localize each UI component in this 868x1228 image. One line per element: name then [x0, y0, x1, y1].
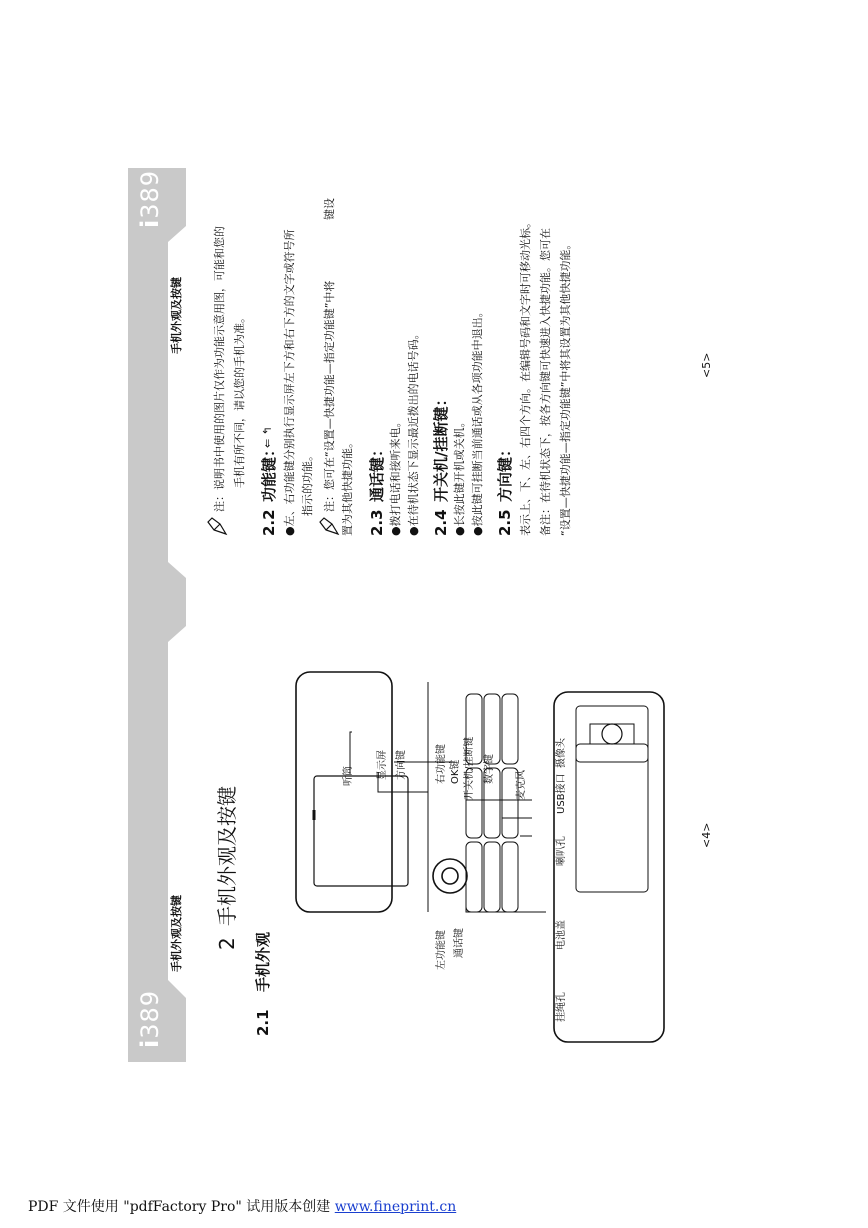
brand-prefix: i — [136, 218, 164, 228]
brand-prefix: i — [136, 1038, 164, 1048]
label-ok-key: OK键 — [450, 759, 461, 784]
s23-body-line-2: ●在待机状态下显示最近拨出的电话号码。 — [407, 328, 420, 536]
label-lanyard-hole: 挂绳孔 — [556, 992, 567, 1022]
battery-cover — [576, 744, 648, 892]
nav-key-outer — [433, 859, 467, 893]
label-battery-cover: 电池盖 — [556, 920, 567, 950]
s25-title: 方向键： — [496, 441, 514, 502]
label-microphone: 麦克风 — [516, 770, 527, 800]
label-right-soft-key: 右功能键 — [436, 744, 447, 784]
s23-number: 2.3 — [368, 509, 386, 536]
brand-model: 389 — [136, 169, 164, 219]
running-head-left: 手机外观及按键 — [168, 889, 184, 978]
s22-note-line-1-tail: 键设 — [323, 198, 336, 220]
note-pencil-icon — [206, 516, 228, 536]
brand-model: 389 — [136, 989, 164, 1039]
label-number-keys: 数字键 — [484, 754, 495, 784]
s22-body-line-1: ●左、右功能键分别执行显示屏左下方和右下方的文字或符号所 — [283, 229, 296, 536]
s24-title: 开关机/挂断键： — [432, 391, 450, 502]
camera-frame — [590, 724, 634, 744]
label-power-end-key: 开关机/挂断键 — [464, 736, 475, 800]
rotated-spread — [128, 168, 740, 1062]
label-usb-port: USB接口 — [556, 773, 567, 814]
s22-title: 功能键： — [260, 441, 278, 502]
chapter-number: 2 — [215, 937, 239, 950]
s23-title: 通话键： — [368, 441, 386, 502]
label-display: 显示屏 — [377, 750, 388, 780]
footer-text: PDF 文件使用 "pdfFactory Pro" 试用版本创建 — [28, 1199, 335, 1215]
page-folio-left: <4> — [700, 822, 713, 848]
page-folio-right: <5> — [700, 352, 713, 378]
running-head-right: 手机外观及按键 — [168, 271, 184, 360]
note-pencil-icon — [318, 516, 340, 536]
camera-lens — [602, 724, 622, 744]
s25-body-line-3: “设置—快捷功能—指定功能键”中将其设置为其他快捷功能。 — [559, 238, 572, 536]
s22-note-line-1: 注：您可在“设置—快捷功能—指定功能键”中将 — [323, 280, 336, 512]
s25-body-line-1: 表示上、下、左、右四个方向。在编辑号码和文字时可移动光标。 — [519, 217, 532, 536]
s24-body-line-1: ●长按此键开机或关机。 — [453, 416, 466, 536]
nav-key-ring — [442, 868, 458, 884]
label-earpiece: 听筒 — [343, 766, 354, 786]
label-camera: 摄像头 — [556, 738, 567, 768]
footer-link[interactable]: www.fineprint.cn — [334, 1199, 457, 1215]
section-title: 手机外观 — [254, 931, 272, 992]
s22-key-symbols: ⇐ ↰ — [261, 426, 274, 448]
s22-number: 2.2 — [260, 509, 278, 536]
number-key-grid — [466, 694, 518, 912]
s25-body-line-2: 备注：在待机状态下，按各方向键可快速进入快捷功能。您可在 — [539, 228, 552, 536]
label-left-soft-key: 左功能键 — [436, 930, 447, 970]
s24-number: 2.4 — [432, 509, 450, 536]
section-number: 2.1 — [254, 1009, 272, 1036]
note-1-line-2: 手机有所不同，请以您的手机为准。 — [233, 312, 246, 488]
note-1-line-1: 注：说明书中使用的图片仅作为功能示意用图，可能和您的 — [213, 226, 226, 512]
label-speaker-hole: 喇叭孔 — [556, 836, 567, 866]
s24-body-line-2: ●按此键可挂断当前通话或从各项功能中退出。 — [471, 306, 484, 536]
label-call-key: 通话键 — [454, 928, 465, 958]
pdf-footer — [28, 1196, 456, 1216]
camera-module — [576, 706, 648, 762]
s23-body-line-1: ●拨打电话和接听来电。 — [389, 416, 402, 536]
label-nav-key: 方向键 — [396, 750, 407, 780]
s22-body-line-2: 指示的功能。 — [301, 450, 314, 516]
mic-leader — [466, 886, 546, 912]
s22-note-line-2: 置为其他快捷功能。 — [341, 437, 354, 536]
s25-number: 2.5 — [496, 509, 514, 536]
scanned-manual-spread — [128, 168, 740, 1062]
chapter-title: 手机外观及按键 — [215, 786, 239, 926]
